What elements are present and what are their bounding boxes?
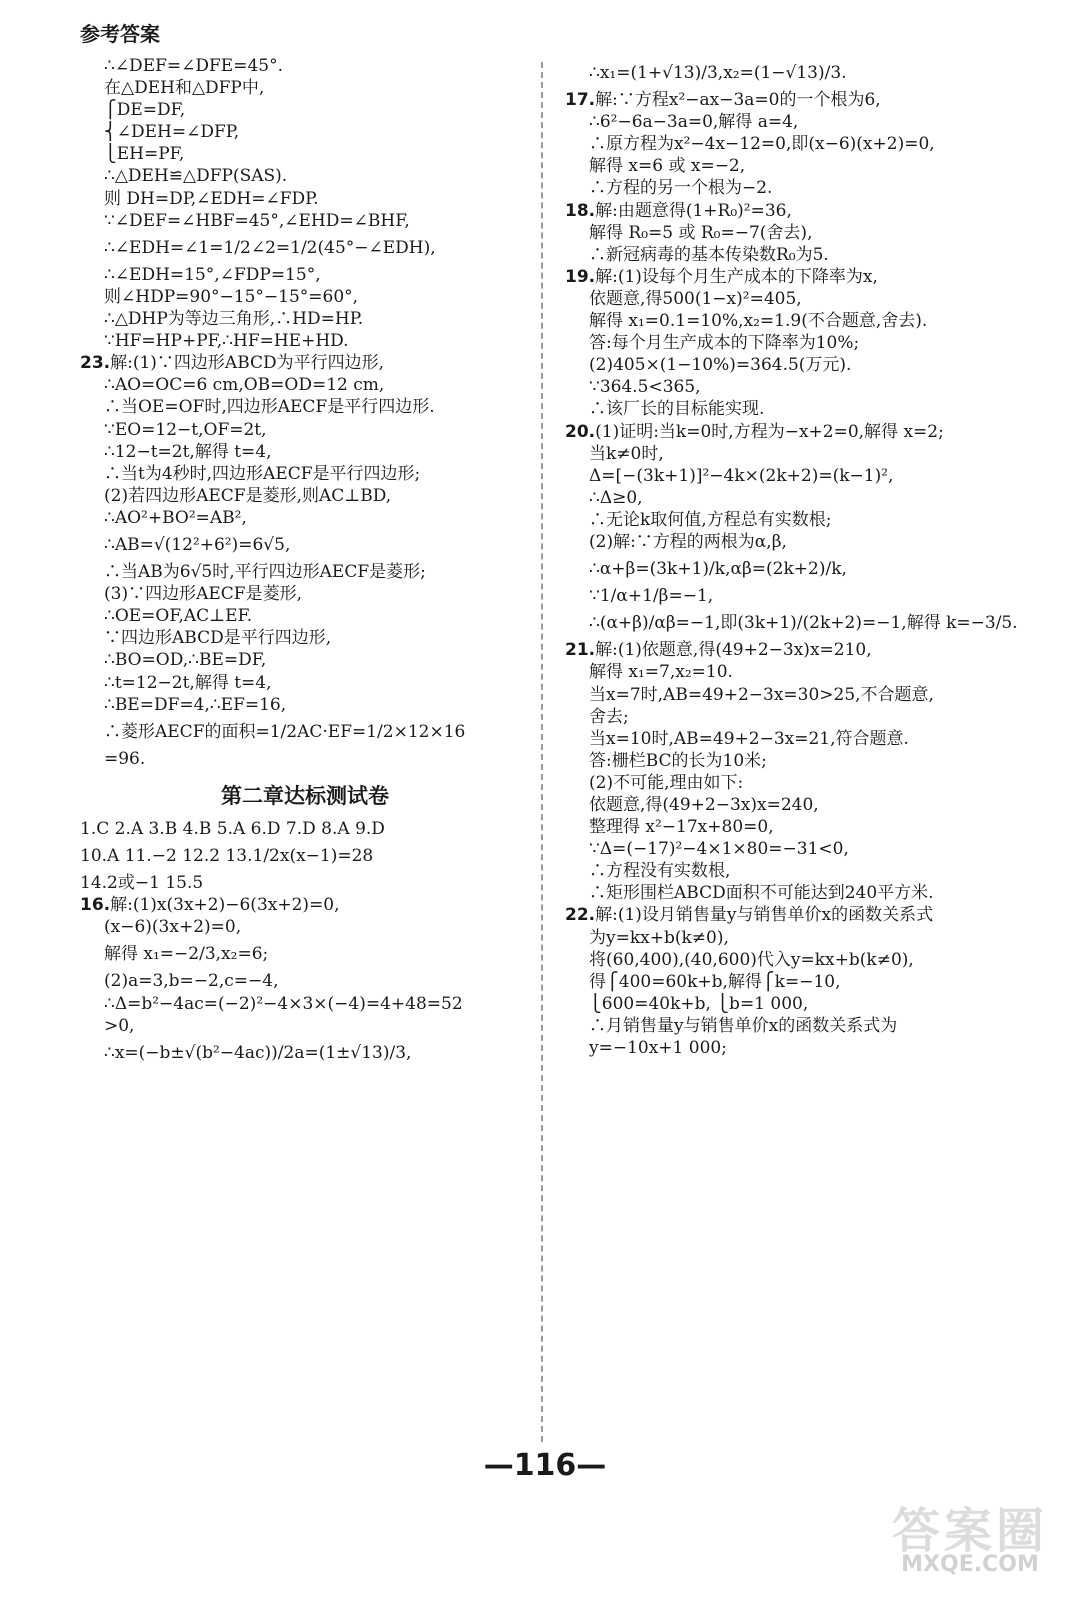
solution-line xyxy=(80,894,530,916)
solution-text: ∴BO=OD,∴BE=DF, xyxy=(104,650,267,671)
question-number: 18. xyxy=(565,200,596,221)
solution-line xyxy=(565,200,1025,222)
solution-line xyxy=(565,927,1025,949)
solution-text: ∴AO²+BO²=AB², xyxy=(104,507,247,528)
solution-text: 则 DH=DP,∠EDH=∠FDP. xyxy=(104,188,319,209)
solution-text: >0, xyxy=(104,1015,135,1036)
solution-text: ∴∠EDH=15°,∠FDP=15°, xyxy=(104,264,321,285)
solution-text: 在△DEH和△DFP中, xyxy=(104,78,265,99)
solution-line xyxy=(565,750,1025,772)
solution-text: ∴x=(−b±√(b²−4ac))/2a=(1±√13)/3, xyxy=(104,1042,412,1063)
solution-line xyxy=(565,244,1025,266)
solution-line xyxy=(565,177,1025,199)
solution-line xyxy=(80,1042,530,1064)
solution-text: (3)∵四边形AECF是菱形, xyxy=(104,584,302,605)
solution-line xyxy=(80,352,530,374)
solution-line xyxy=(565,354,1025,376)
solution-text: ∴△DEH≌△DFP(SAS). xyxy=(104,166,288,187)
solution-text: ∵HF=HP+PF,∴HF=HE+HD. xyxy=(104,331,349,352)
solution-text: ⎩600=40k+b, ⎩b=1 000, xyxy=(589,993,809,1014)
solution-line xyxy=(565,882,1025,904)
solution-text: (2)若四边形AECF是菱形,则AC⊥BD, xyxy=(104,485,392,506)
solution-text: ∴(α+β)/αβ=−1,即(3k+1)/(2k+2)=−1,解得 k=−3/5. xyxy=(589,613,1018,634)
solution-line xyxy=(80,264,530,286)
solution-line xyxy=(565,772,1025,794)
section-title: 第二章达标测试卷 xyxy=(221,783,389,808)
solution-text: ∴方程没有实数根, xyxy=(589,861,731,882)
solution-text: ∴当OE=OF时,四边形AECF是平行四边形. xyxy=(104,397,435,418)
solution-line xyxy=(80,561,530,583)
solution-text: ⎩EH=PF, xyxy=(104,144,185,165)
solution-line xyxy=(80,188,530,210)
solution-text: ∴月销售量y与销售单价x的函数关系式为 xyxy=(589,1015,898,1036)
solution-line xyxy=(80,627,530,649)
solution-text: (2)a=3,b=−2,c=−4, xyxy=(104,971,279,992)
solution-line xyxy=(565,266,1025,288)
solution-line xyxy=(80,649,530,671)
solution-text: ∴当AB为6√5时,平行四边形AECF是菱形; xyxy=(104,562,426,583)
solution-text: (x−6)(3x+2)=0, xyxy=(104,917,242,938)
solution-text: 为y=kx+b(k≠0), xyxy=(589,927,729,948)
solution-line xyxy=(565,838,1025,860)
solution-text: ∴AB=√(12²+6²)=6√5, xyxy=(104,534,291,555)
solution-line xyxy=(80,419,530,441)
solution-line xyxy=(565,816,1025,838)
solution-text: 当k≠0时, xyxy=(589,443,664,464)
solution-line xyxy=(565,487,1025,509)
solution-text: ∵∠DEF=∠HBF=45°,∠EHD=∠BHF, xyxy=(104,210,410,231)
solution-line xyxy=(80,534,530,556)
column-divider xyxy=(541,62,543,1442)
question-number: 20. xyxy=(565,421,596,442)
solution-text: Δ=[−(3k+1)]²−4k×(2k+2)=(k−1)², xyxy=(589,465,894,486)
solution-text: 得⎧400=60k+b,解得⎧k=−10, xyxy=(589,971,841,992)
solution-text: ∴OE=OF,AC⊥EF. xyxy=(104,606,253,627)
solution-text: y=−10x+1 000; xyxy=(589,1038,727,1059)
page-number: —116— xyxy=(483,1448,607,1483)
solution-text: 依题意,得(49+2−3x)x=240, xyxy=(589,795,819,815)
left-column xyxy=(80,55,530,1064)
solution-text: ∴△DHP为等边三角形,∴HD=HP. xyxy=(104,309,364,330)
solution-line xyxy=(565,904,1025,926)
solution-text: 则∠HDP=90°−15°−15°=60°, xyxy=(104,286,359,307)
question-number: 19. xyxy=(565,266,596,287)
solution-text: ∴6²−6a−3a=0,解得 a=4, xyxy=(589,112,799,133)
question-number: 16. xyxy=(80,895,111,916)
question-number: 22. xyxy=(565,905,596,926)
solution-line xyxy=(80,485,530,507)
solution-line xyxy=(565,89,1025,111)
solution-text: ∵四边形ABCD是平行四边形, xyxy=(104,628,332,649)
solution-line xyxy=(565,310,1025,332)
solution-text: 舍去; xyxy=(589,706,629,727)
solution-text: 解:∵方程x²−ax−3a=0的一个根为6, xyxy=(595,90,881,111)
solution-text: 解得 x₁=0.1=10%,x₂=1.9(不合题意,舍去). xyxy=(589,311,928,332)
solution-text: ∴原方程为x²−4x−12=0,即(x−6)(x+2)=0, xyxy=(589,134,935,155)
solution-line xyxy=(80,916,530,938)
solution-text: ∴新冠病毒的基本传染数R₀为5. xyxy=(589,244,829,265)
solution-line xyxy=(565,155,1025,177)
solution-line xyxy=(565,288,1025,310)
solution-line xyxy=(565,949,1025,971)
solution-text: 答:栅栏BC的长为10米; xyxy=(589,750,767,771)
solution-line xyxy=(565,728,1025,750)
page-header-title: 参考答案 xyxy=(80,22,160,46)
solution-line xyxy=(80,605,530,627)
solution-line xyxy=(565,639,1025,661)
watermark-url: MXQE.COM xyxy=(901,1552,1039,1577)
left-solution-lines xyxy=(80,55,530,770)
solution-line xyxy=(80,748,530,770)
solution-text: ∵364.5<365, xyxy=(589,377,701,398)
solution-text: 答:每个月生产成本的下降率为10%; xyxy=(589,333,860,354)
solution-line xyxy=(80,165,530,187)
watermark-logo xyxy=(880,1492,1060,1587)
solution-line xyxy=(80,237,530,259)
right-solution-lines xyxy=(565,62,1025,1059)
solution-text: 解:(1)依题意,得(49+2−3x)x=210, xyxy=(595,640,872,661)
solution-line xyxy=(565,1015,1025,1037)
solution-text: 解:(1)设每个月生产成本的下降率为x, xyxy=(595,266,878,287)
solution-line xyxy=(565,558,1025,580)
solution-line xyxy=(80,672,530,694)
solution-line xyxy=(80,396,530,418)
solution-text: ∴方程的另一个根为−2. xyxy=(589,178,773,199)
solution-text: ∵Δ=(−17)²−4×1×80=−31<0, xyxy=(589,839,849,860)
solution-line xyxy=(80,330,530,352)
question-number: 23. xyxy=(80,353,111,374)
solution-text: 解:由题意得(1+R₀)²=36, xyxy=(595,200,792,221)
solution-line xyxy=(80,694,530,716)
solution-line xyxy=(80,721,530,743)
solution-line xyxy=(565,971,1025,993)
solution-text: ∴当t为4秒时,四边形AECF是平行四边形; xyxy=(104,463,421,484)
solution-line xyxy=(565,661,1025,683)
solution-line xyxy=(80,143,530,165)
solution-line xyxy=(80,121,530,143)
solution-line xyxy=(565,1037,1025,1059)
left-tail-lines xyxy=(80,894,530,1064)
solution-text: 解:(1)设月销售量y与销售单价x的函数关系式 xyxy=(595,905,934,926)
solution-text: ∴t=12−2t,解得 t=4, xyxy=(104,672,272,693)
solution-text: (2)不可能,理由如下: xyxy=(589,772,744,793)
right-column xyxy=(565,62,1025,1059)
solution-text: ∴Δ=b²−4ac=(−2)²−4×3×(−4)=4+48=52 xyxy=(104,993,463,1014)
answer-row: 1.C 2.A 3.B 4.B 5.A 6.D 7.D 8.A 9.D xyxy=(80,818,385,839)
solution-text: ∴α+β=(3k+1)/k,αβ=(2k+2)/k, xyxy=(589,559,847,580)
solution-text: ∴∠DEF=∠DFE=45°. xyxy=(104,56,283,76)
solution-text: ∴矩形围栏ABCD面积不可能达到240平方米. xyxy=(589,883,934,904)
solution-text: ∴Δ≥0, xyxy=(589,487,643,508)
solution-line xyxy=(565,993,1025,1015)
solution-text: 解得 x₁=7,x₂=10. xyxy=(589,662,733,683)
solution-line xyxy=(80,507,530,529)
solution-line xyxy=(80,583,530,605)
solution-line xyxy=(565,585,1025,607)
solution-text: ∴∠EDH=∠1=1/2∠2=1/2(45°−∠EDH), xyxy=(104,237,436,258)
solution-line xyxy=(80,441,530,463)
answer-row: 10.A 11.−2 12.2 13.1/2x(x−1)=28 xyxy=(80,846,374,866)
solution-text: 解:(1)x(3x+2)−6(3x+2)=0, xyxy=(110,895,340,916)
solution-text: 依题意,得500(1−x)²=405, xyxy=(589,288,802,309)
solution-text: (2)解:∵方程的两根为α,β, xyxy=(589,531,787,552)
solution-text: ∴BE=DF=4,∴EF=16, xyxy=(104,694,287,715)
solution-line xyxy=(565,612,1025,634)
solution-line xyxy=(80,1015,530,1037)
solution-text: ∴无论k取何值,方程总有实数根; xyxy=(589,509,832,530)
solution-line xyxy=(80,55,530,77)
solution-line xyxy=(565,133,1025,155)
solution-line xyxy=(80,77,530,99)
solution-line xyxy=(565,62,1025,84)
solution-line xyxy=(565,684,1025,706)
solution-text: 解得 x₁=−2/3,x₂=6; xyxy=(104,944,269,965)
solution-text: ⎨∠DEH=∠DFP, xyxy=(104,122,240,143)
solution-line xyxy=(80,970,530,992)
solution-line xyxy=(565,222,1025,244)
solution-text: (1)证明:当k=0时,方程为−x+2=0,解得 x=2; xyxy=(595,421,944,442)
solution-text: ∴AO=OC=6 cm,OB=OD=12 cm, xyxy=(104,375,385,396)
solution-line xyxy=(565,443,1025,465)
solution-line xyxy=(565,421,1025,443)
solution-line xyxy=(565,860,1025,882)
solution-line xyxy=(80,993,530,1015)
solution-text: (2)405×(1−10%)=364.5(万元). xyxy=(589,355,852,376)
solution-text: 当x=10时,AB=49+2−3x=21,符合题意. xyxy=(589,728,909,749)
solution-line xyxy=(80,374,530,396)
solution-line xyxy=(80,308,530,330)
solution-line xyxy=(565,531,1025,553)
solution-line xyxy=(565,332,1025,354)
solution-text: ∴12−t=2t,解得 t=4, xyxy=(104,441,272,462)
question-number: 21. xyxy=(565,640,596,661)
solution-text: ∵EO=12−t,OF=2t, xyxy=(104,419,267,440)
solution-line xyxy=(80,210,530,232)
solution-line xyxy=(565,465,1025,487)
solution-text: ∴x₁=(1+√13)/3,x₂=(1−√13)/3. xyxy=(589,63,847,83)
solution-text: ∴该厂长的目标能实现. xyxy=(589,399,765,420)
solution-text: ∵1/α+1/β=−1, xyxy=(589,586,714,607)
solution-text: 将(60,400),(40,600)代入y=kx+b(k≠0), xyxy=(589,949,914,970)
solution-line xyxy=(565,509,1025,531)
solution-line xyxy=(565,376,1025,398)
solution-line xyxy=(80,99,530,121)
solution-text: ∴菱形AECF的面积=1/2AC·EF=1/2×12×16 xyxy=(104,721,466,742)
solution-line xyxy=(80,943,530,965)
solution-line xyxy=(565,794,1025,816)
solution-text: 解得 R₀=5 或 R₀=−7(舍去), xyxy=(589,222,813,243)
solution-line xyxy=(80,463,530,485)
solution-line xyxy=(565,706,1025,728)
solution-text: 当x=7时,AB=49+2−3x=30>25,不合题意, xyxy=(589,684,934,705)
solution-line xyxy=(565,398,1025,420)
solution-text: =96. xyxy=(104,748,146,769)
answer-row: 14.2或−1 15.5 xyxy=(80,873,204,894)
solution-line xyxy=(80,286,530,308)
solution-text: 解得 x=6 或 x=−2, xyxy=(589,156,746,177)
solution-line xyxy=(565,111,1025,133)
solution-text: 整理得 x²−17x+80=0, xyxy=(589,817,774,838)
solution-text: 解:(1)∵四边形ABCD为平行四边形, xyxy=(110,353,385,374)
solution-text: ⎧DE=DF, xyxy=(104,100,186,121)
watermark-text: 答案圈 xyxy=(891,1503,1048,1559)
question-number: 17. xyxy=(565,90,596,111)
